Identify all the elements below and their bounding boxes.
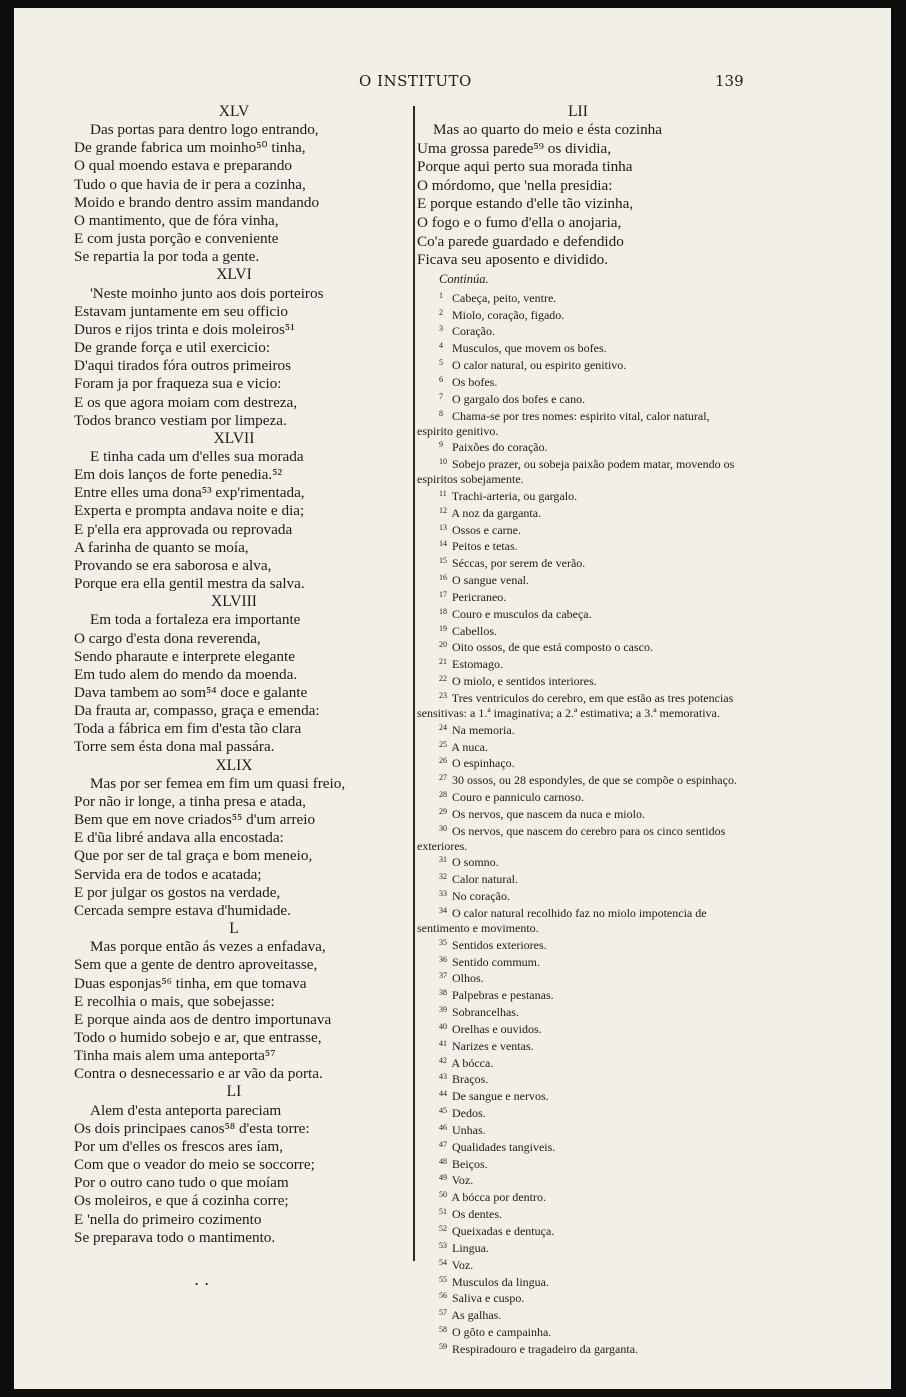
verse-line: Duros e rijos trinta e dois moleiros⁵¹	[74, 320, 295, 338]
footnote	[417, 689, 739, 721]
footnote-text: O gargalo dos bofes e cano.	[452, 391, 586, 406]
footnote	[417, 936, 739, 953]
footnote-text: O gôto e campainha.	[452, 1325, 552, 1340]
footnote	[417, 487, 739, 504]
footnote	[417, 1155, 739, 1172]
footnote	[417, 1323, 739, 1340]
footnote-number: 3	[439, 324, 443, 334]
footnote-text: As galhas.	[451, 1308, 502, 1323]
footnote	[417, 721, 739, 738]
continua-label: Continúa.	[439, 271, 489, 286]
footnote-number: 43	[439, 1072, 447, 1082]
stanza-title: XLIX	[215, 756, 253, 774]
footnote-number: 36	[439, 954, 447, 964]
verse-line: Em dois lanços de forte penedia.⁵²	[74, 466, 283, 484]
footnote	[417, 306, 739, 323]
footnote-number: 23	[439, 691, 447, 700]
footnote-text: Pericraneo.	[452, 589, 507, 604]
footnote	[417, 339, 739, 356]
footnote	[417, 289, 739, 306]
footnote-number: 1	[439, 290, 443, 300]
footnote	[417, 390, 739, 407]
footnote-text: Cabellos.	[452, 623, 497, 638]
footnote	[417, 622, 739, 639]
footnote-text: Tres ventriculos do cerebro, em que estão as tres potencias sensitivas: a 1.ª imaginativa; a 2.ª estimativa; a 3.ª memorativa.	[417, 691, 734, 720]
verse-line: Com que o veador do meio se soccorre;	[74, 1156, 315, 1174]
footnote-text: A bócca por dentro.	[451, 1190, 546, 1205]
verse-line: O mórdomo, que 'nella presidia:	[417, 176, 613, 194]
left-column	[74, 103, 394, 1247]
footnote-text: Paixões do coração.	[452, 440, 548, 455]
footnote-number: 52	[439, 1224, 447, 1233]
footnote-number: 58	[439, 1325, 447, 1335]
verse-line: Uma grossa parede⁵⁹ os dividia,	[417, 139, 612, 157]
verse-line: Alem d'esta anteporta pareciam	[90, 1101, 282, 1119]
stanza-title: XLVI	[216, 266, 252, 284]
footnote	[417, 1205, 739, 1222]
footnote-text: Cabeça, peito, ventre.	[452, 290, 557, 305]
footnote-number: 34	[439, 905, 447, 915]
footnote-text: Dedos.	[452, 1106, 486, 1121]
footnote	[417, 1087, 739, 1104]
verse-line: Porque aqui perto sua morada tinha	[417, 158, 633, 176]
verse-line: O fogo e o fumo d'ella o anojaria,	[417, 213, 622, 231]
footnote	[417, 356, 739, 373]
footnote	[417, 1222, 739, 1239]
footnote-number: 44	[439, 1089, 447, 1099]
stanza-title: XLVIII	[211, 593, 257, 611]
book-page	[14, 8, 891, 1389]
verse-line: Entre elles uma dona⁵³ exp'rimentada,	[74, 484, 305, 502]
footnote	[417, 1054, 739, 1071]
verse-line: Mas por ser femea em fim um quasi freio,	[90, 774, 346, 792]
footnote-number: 14	[439, 539, 447, 549]
footnote-text: O espinhaço.	[452, 756, 515, 771]
footnote	[417, 805, 739, 822]
footnote-number: 51	[439, 1207, 447, 1217]
right-column	[417, 103, 739, 1357]
footnote-number: 41	[439, 1038, 447, 1048]
footnote	[417, 571, 739, 588]
footnote-text: Queixadas e dentuça.	[452, 1224, 555, 1238]
footnote-number: 24	[439, 722, 447, 732]
footnote-number: 35	[439, 937, 447, 947]
footnote	[417, 1239, 739, 1256]
footnote-number: 40	[439, 1021, 447, 1031]
footnote-number: 12	[439, 505, 447, 515]
verse-line: E d'ũa libré andava alla encostada:	[74, 829, 284, 847]
footnote-number: 9	[439, 440, 443, 450]
footnote-text: O sangue venal.	[452, 573, 529, 588]
footnote-text: Beiços.	[452, 1156, 488, 1171]
footnote-number: 25	[439, 739, 447, 749]
stanza-body	[417, 121, 739, 270]
footnote	[417, 588, 739, 605]
footnote	[417, 537, 739, 554]
verse-line: Se preparava todo o mantimento.	[74, 1228, 276, 1246]
verse-line: Todo o humido sobejo e ar, que entrasse,	[74, 1028, 322, 1046]
verse-line: Sendo pharaute e interprete elegante	[74, 647, 295, 665]
stanza-title: XLV	[218, 103, 250, 120]
footnote-text: Na memoria.	[452, 722, 515, 737]
footnote-number: 26	[439, 756, 447, 766]
verse-line: Duas esponjas⁵⁶ tinha, em que tomava	[74, 974, 307, 992]
footnote-text: Braços.	[452, 1072, 489, 1087]
footnote-text: Os bofes.	[452, 374, 498, 389]
footnote-text: Sobrancelhas.	[452, 1005, 519, 1020]
footnote-text: Os nervos, que nascem do cerebro para os cinco sentidos exteriores.	[417, 823, 726, 853]
verse-line: Das portas para dentro logo entrando,	[90, 121, 319, 139]
footnote-text: Séccas, por serem de verão.	[452, 556, 586, 571]
verse-line: Torre sem ésta dona mal passára.	[74, 738, 275, 756]
footnote-text: Lingua.	[452, 1240, 489, 1255]
footnote	[417, 521, 739, 538]
verse-line: A farinha de quanto se moía,	[74, 538, 249, 556]
verse-line: E os que agora moiam com destreza,	[74, 393, 298, 411]
stanza-title: L	[229, 920, 239, 938]
footnote-number: 30	[439, 823, 447, 833]
verse-line: E porque estando d'elle tão vizinha,	[417, 195, 634, 213]
footnote-number: 39	[439, 1005, 447, 1015]
footnote	[417, 504, 739, 521]
footnote-number: 22	[439, 674, 447, 684]
footnote-number: 15	[439, 556, 447, 566]
verse-line: Servida era de todos e acatada;	[74, 865, 262, 883]
footnote-text: Sentido commum.	[452, 954, 540, 969]
footnote-text: Couro e panniculo carnoso.	[452, 790, 584, 805]
footnote-number: 50	[439, 1190, 447, 1200]
footnote-text: Couro e musculos da cabeça.	[452, 606, 592, 621]
verse-line: Se repartia la por toda a gente.	[74, 248, 260, 266]
footnote	[417, 1138, 739, 1155]
verse-line: De grande fabrica um moinho⁵⁰ tinha,	[74, 139, 306, 157]
footnote	[417, 1306, 739, 1323]
footnote	[417, 1289, 739, 1306]
footnote-text: Voz.	[451, 1257, 474, 1272]
footnote-number: 46	[439, 1122, 447, 1132]
footnote-number: 20	[439, 640, 447, 650]
footnote-number: 16	[439, 573, 447, 583]
footnote-text: Chama-se por tres nomes: espirito vital, calor natural, espirito genitivo.	[417, 408, 710, 438]
footnote-text: Miolo, coração, figado.	[452, 307, 565, 322]
verse-line: Em tudo alem do mendo da moenda.	[74, 665, 298, 683]
footnote-number: 47	[439, 1139, 447, 1149]
footnote-number: 33	[439, 889, 447, 899]
footnote-number: 27	[439, 773, 447, 783]
verse-line: Por um d'elles os frescos ares íam,	[74, 1137, 283, 1155]
verse-line: Contra o desnecessario e ar vão da porta.	[74, 1065, 323, 1083]
footnote	[417, 554, 739, 571]
footnote-text: Voz.	[451, 1173, 474, 1188]
footnote-text: Peitos e tetas.	[452, 539, 518, 554]
footnote-text: Olhos.	[452, 971, 484, 986]
verse-line: E recolhia o mais, que sobejasse:	[74, 992, 275, 1010]
stanza-title: XLVII	[213, 429, 255, 447]
footnote-text: Musculos da lingua.	[452, 1274, 549, 1289]
footnote	[417, 754, 739, 771]
footnote-text: Os dentes.	[452, 1207, 502, 1222]
verse-line: De grande força e util exercicio:	[74, 339, 271, 357]
footnote	[417, 1020, 739, 1037]
verse-line: Moido e brando dentro assim mandando	[74, 193, 320, 211]
running-header	[14, 72, 891, 94]
footnote-text: O somno.	[452, 855, 499, 870]
footnote-text: O calor natural recolhido faz no miolo impotencia de sentimento e movimento.	[417, 905, 707, 935]
footnote-text: Coração.	[452, 324, 495, 339]
footnote	[417, 1121, 739, 1138]
footnote-text: Respiradouro e tragadeiro da garganta.	[452, 1341, 639, 1356]
footnote-text: Ossos e carne.	[452, 522, 521, 537]
footnote-text: Sentidos exteriores.	[452, 937, 547, 952]
footnote	[417, 655, 739, 672]
footnote-number: 42	[439, 1055, 447, 1065]
footnote-number: 19	[439, 623, 447, 633]
footnote-number: 13	[439, 522, 447, 532]
footnote	[417, 1037, 739, 1054]
verse-line: Da frauta ar, compasso, graça e emenda:	[74, 702, 320, 720]
verse-line: Os dois principaes canos⁵⁸ d'esta torre:	[74, 1119, 310, 1137]
footnote	[417, 1104, 739, 1121]
verse-line: E p'ella era approvada ou reprovada	[74, 520, 293, 538]
footnote-number: 53	[439, 1240, 447, 1250]
footnote	[417, 1171, 739, 1188]
verse-line: Bem que em nove criados⁵⁵ d'um arreio	[74, 811, 316, 829]
verse-line: Mas porque então ás vezes a enfadava,	[90, 938, 326, 956]
footnote	[417, 438, 739, 455]
footnote	[417, 969, 739, 986]
footnote	[417, 822, 739, 854]
verse-line: E tinha cada um d'elles sua morada	[90, 447, 304, 465]
footnote-text: Os nervos, que nascem da nuca e miolo.	[452, 806, 645, 821]
verse-line: Tinha mais alem uma anteporta⁵⁷	[74, 1047, 276, 1065]
footnote-number: 7	[439, 391, 443, 401]
footnote	[417, 870, 739, 887]
footnote-text: Sobejo prazer, ou sobeja paixão podem matar, movendo os espiritos sobejamente.	[417, 457, 735, 487]
footnote-text: Orelhas e ouvidos.	[452, 1021, 542, 1036]
page-number: 139	[715, 72, 744, 90]
verse-line: Em toda a fortaleza era importante	[90, 611, 301, 629]
footnote-number: 2	[439, 307, 443, 317]
footnote	[417, 407, 739, 439]
footnote-text: Unhas.	[452, 1122, 486, 1137]
footnote-text: A bócca.	[451, 1055, 494, 1070]
footnote-number: 18	[439, 606, 447, 616]
verse-line: 'Neste moinho junto aos dois porteiros	[90, 284, 324, 302]
verse-line: Por o outro cano tudo o que moíam	[74, 1174, 289, 1192]
footnote-text: 30 ossos, ou 28 espondyles, de que se compõe o espinhaço.	[452, 773, 737, 788]
footnote	[417, 887, 739, 904]
footnote-text: Narizes e ventas.	[452, 1038, 534, 1053]
verse-line: Cercada sempre estava d'humidade.	[74, 901, 291, 919]
footnote-number: 10	[439, 457, 447, 467]
verse-line: Ficava seu aposento e dividido.	[417, 251, 609, 269]
footnote-text: Qualidades tangiveis.	[452, 1139, 556, 1154]
verse-line: Estavam juntamente em seu officio	[74, 302, 288, 320]
footnote-number: 29	[439, 806, 447, 816]
verse-line: Provando se era saborosa e alva,	[74, 556, 272, 574]
verse-line: Mas ao quarto do meio e ésta cozinha	[433, 121, 662, 138]
verse-line: Toda a fábrica em fim d'esta tão clara	[74, 720, 302, 738]
footnote	[417, 853, 739, 870]
verse-line: Todos branco vestiam por limpeza.	[74, 411, 287, 429]
verse-line: E 'nella do primeiro cozimento	[74, 1210, 262, 1228]
footnote-text: Palpebras e pestanas.	[452, 988, 554, 1003]
footnote	[417, 638, 739, 655]
verse-line: O mantimento, que de fóra vinha,	[74, 211, 279, 229]
footnote	[417, 1273, 739, 1290]
footnote	[417, 904, 739, 936]
footnote-text: Saliva e cuspo.	[452, 1291, 525, 1306]
footnote	[417, 605, 739, 622]
footnote-text: No coração.	[452, 889, 510, 904]
footnote-number: 5	[439, 358, 443, 368]
footnote	[417, 953, 739, 970]
footnote-number: 38	[439, 988, 447, 998]
verse-line: O qual moendo estava e preparando	[74, 157, 293, 175]
footnote	[417, 986, 739, 1003]
footnote	[417, 771, 739, 788]
footnote-text: A nuca.	[451, 739, 488, 754]
footnote-number: 37	[439, 971, 447, 981]
footnote	[417, 1003, 739, 1020]
footnote-number: 17	[439, 589, 447, 599]
footnote-number: 57	[439, 1308, 447, 1318]
verse-line: Porque era ella gentil mestra da salva.	[74, 575, 305, 593]
footnote	[417, 788, 739, 805]
footnote-text: Musculos, que movem os bofes.	[452, 341, 607, 356]
footnote-number: 11	[439, 488, 447, 498]
footnote	[417, 738, 739, 755]
footnote-number: 21	[439, 657, 447, 667]
footnote-text: Trachi-arteria, ou gargalo.	[451, 488, 578, 503]
footnote-number: 31	[439, 855, 447, 865]
verse-line: Dava tambem ao som⁵⁴ doce e galante	[74, 684, 308, 701]
column-rule	[413, 106, 415, 1261]
verse-line: Sem que a gente de dentro aproveitasse,	[74, 956, 318, 974]
footnote-text: A noz da garganta.	[451, 505, 542, 520]
verse-line: Experta e prompta andava noite e dia;	[74, 502, 305, 520]
verse-line: D'aqui tirados fóra outros primeiros	[74, 357, 292, 375]
stanza-title: LII	[568, 103, 588, 120]
verse-line: E por julgar os gostos na verdade,	[74, 883, 281, 901]
footnote-text: Estomago.	[452, 657, 503, 672]
footnote-number: 6	[439, 374, 443, 384]
footnote	[417, 1070, 739, 1087]
footnote	[417, 373, 739, 390]
footnote-text: Calor natural.	[452, 872, 518, 887]
verse-line: Co'a parede guardado e defendido	[417, 232, 624, 250]
verse-line: Que por ser de tal graça e bom meneio,	[74, 847, 313, 865]
footnote	[417, 1188, 739, 1205]
verse-line: E porque ainda aos de dentro importunava	[74, 1010, 332, 1028]
footnote-number: 32	[439, 872, 447, 882]
footnote-number: 8	[439, 408, 443, 418]
footnote-number: 48	[439, 1156, 447, 1166]
footnote-number: 45	[439, 1106, 447, 1116]
footnote	[417, 455, 739, 487]
footnote-number: 55	[439, 1274, 447, 1284]
verse-line: Tudo o que havia de ir pera a cozinha,	[74, 175, 306, 193]
journal-title: O INSTITUTO	[359, 72, 472, 90]
footnote-number: 4	[439, 341, 443, 351]
footnote-number: 56	[439, 1291, 447, 1301]
verse-line: Por não ir longe, a tinha presa e atada,	[74, 792, 306, 810]
footnote	[417, 1340, 739, 1357]
stanza-title: LI	[226, 1083, 242, 1101]
footnote-text: O calor natural, ou espirito genitivo.	[452, 358, 627, 373]
footnote-number: 59	[439, 1341, 447, 1351]
footnote-text: O miolo, e sentidos interiores.	[452, 674, 597, 689]
footnote-number: 54	[439, 1257, 447, 1267]
footnotes	[417, 289, 739, 1357]
page-end-mark: . .	[194, 1270, 210, 1289]
footnote-number: 28	[439, 790, 447, 800]
footnote-number: 49	[439, 1173, 447, 1183]
verse-line: E com justa porção e conveniente	[74, 230, 279, 248]
verse-line: Foram ja por fraqueza sua e vicio:	[74, 375, 282, 393]
footnote	[417, 1256, 739, 1273]
footnote	[417, 322, 739, 339]
verse-line: O cargo d'esta dona reverenda,	[74, 629, 261, 647]
footnote	[417, 672, 739, 689]
verse-line: Os moleiros, e que á cozinha corre;	[74, 1192, 289, 1210]
footnote-text: Oito ossos, de que está composto o casco.	[452, 640, 653, 655]
footnote-text: De sangue e nervos.	[452, 1089, 549, 1104]
